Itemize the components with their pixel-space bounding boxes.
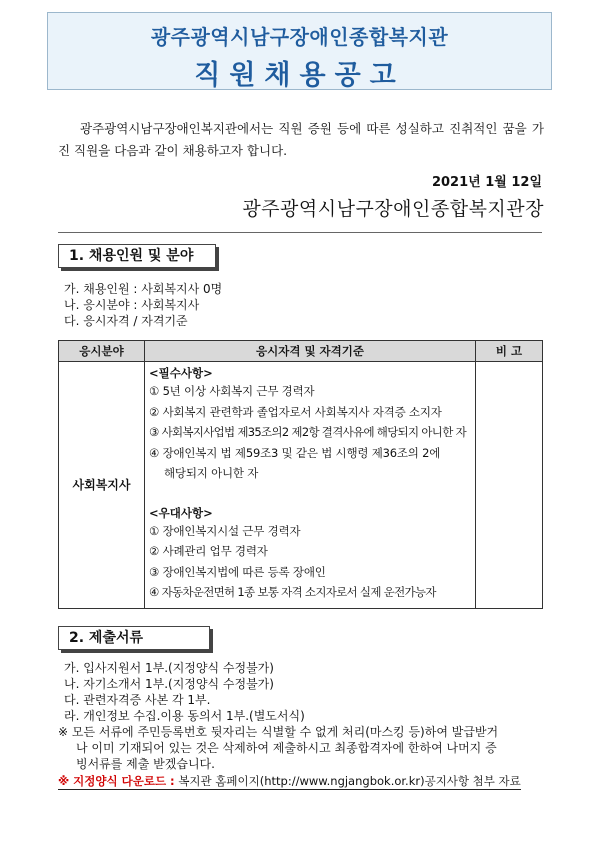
- column-header: 응시분야: [59, 341, 145, 362]
- conditions-cell: [145, 362, 476, 609]
- list-item: ① 5년 이상 사회복지 근무 경력자: [149, 384, 315, 398]
- preferred-heading: <우대사항>: [149, 505, 213, 520]
- section-2-heading: 2. 제출서류: [58, 626, 210, 650]
- column-header: 응시자격 및 자격기준: [145, 341, 476, 362]
- note-line: 빙서류를 제출 받겠습니다.: [76, 757, 215, 771]
- list-item: ③ 사회복지사업법 제35조의2 제2항 결격사유에 해당되지 아니한 자: [149, 425, 466, 439]
- table-header-row: [59, 341, 543, 362]
- category-cell: 사회복지사: [59, 362, 145, 609]
- required-heading: <필수사항>: [149, 366, 213, 380]
- remark-cell: [476, 362, 543, 609]
- list-item: ② 사례관리 업무 경력자: [149, 544, 268, 558]
- list-item: 라. 개인정보 수집.이용 동의서 1부.(별도서식): [64, 709, 305, 723]
- download-link[interactable]: 복지관 홈페이지(http://www.ngjangbok.or.kr)공지사항 첨부 자료: [178, 774, 521, 788]
- list-item: 다. 응시자격 / 자격기준: [64, 314, 188, 328]
- note-line: ※ 모든 서류에 주민등록번호 뒷자리는 식별할 수 없게 처리(마스킹 등)하여 발급받거: [58, 725, 499, 739]
- section-1-items: [64, 281, 222, 329]
- issuer-name: 광주광역시남구장애인종합복지관장: [242, 198, 544, 220]
- list-item: 해당되지 아니한 자: [164, 466, 259, 480]
- form-download-note: [58, 773, 521, 790]
- notice-date: 2021년 1월 12일: [431, 175, 542, 190]
- list-item: 가. 입사지원서 1부.(지정양식 수정불가): [64, 661, 274, 675]
- title-banner: [47, 12, 552, 90]
- masking-notice: [58, 724, 542, 772]
- intro-paragraph: 광주광역시남구장애인복지관에서는 직원 증원 등에 따른 성실하고 진취적인 꿈을 가진 직원을 다음과 같이 채용하고자 합니다.: [58, 121, 544, 158]
- list-item: 나. 자기소개서 1부.(지정양식 수정불가): [64, 677, 274, 691]
- divider: [58, 232, 542, 233]
- note-line: 나 이미 기재되어 있는 것은 삭제하여 제출하시고 최종합격자에 한하여 나머지 증: [76, 741, 497, 755]
- section-1-heading: 1. 채용인원 및 분야: [58, 244, 216, 268]
- qualification-table: [58, 340, 543, 609]
- download-label: ※ 지정양식 다운로드 :: [58, 774, 175, 788]
- list-item: ② 사회복지 관련학과 졸업자로서 사회복지사 자격증 소지자: [149, 404, 442, 419]
- list-item: ④ 자동차운전면허 1종 보통 자격 소지자로서 실제 운전가능자: [149, 585, 436, 599]
- notice-title: 직원채용공고: [194, 60, 405, 91]
- section-2-items: [64, 660, 546, 724]
- table-row: [59, 362, 543, 609]
- institution-title: 광주광역시남구장애인종합복지관: [150, 25, 449, 49]
- list-item: 다. 관련자격증 사본 각 1부.: [64, 693, 211, 707]
- list-item: 나. 응시분야 : 사회복지사: [64, 298, 200, 312]
- list-item: ④ 장애인복지 법 제59조3 및 같은 법 시행령 제36조의 2에: [149, 445, 441, 460]
- list-item: ③ 장애인복지법에 따른 등록 장애인: [149, 564, 326, 579]
- column-header: 비 고: [476, 341, 543, 362]
- list-item: ① 장애인복지시설 근무 경력자: [149, 523, 301, 538]
- list-item: 가. 채용인원 : 사회복지사 0명: [64, 282, 223, 296]
